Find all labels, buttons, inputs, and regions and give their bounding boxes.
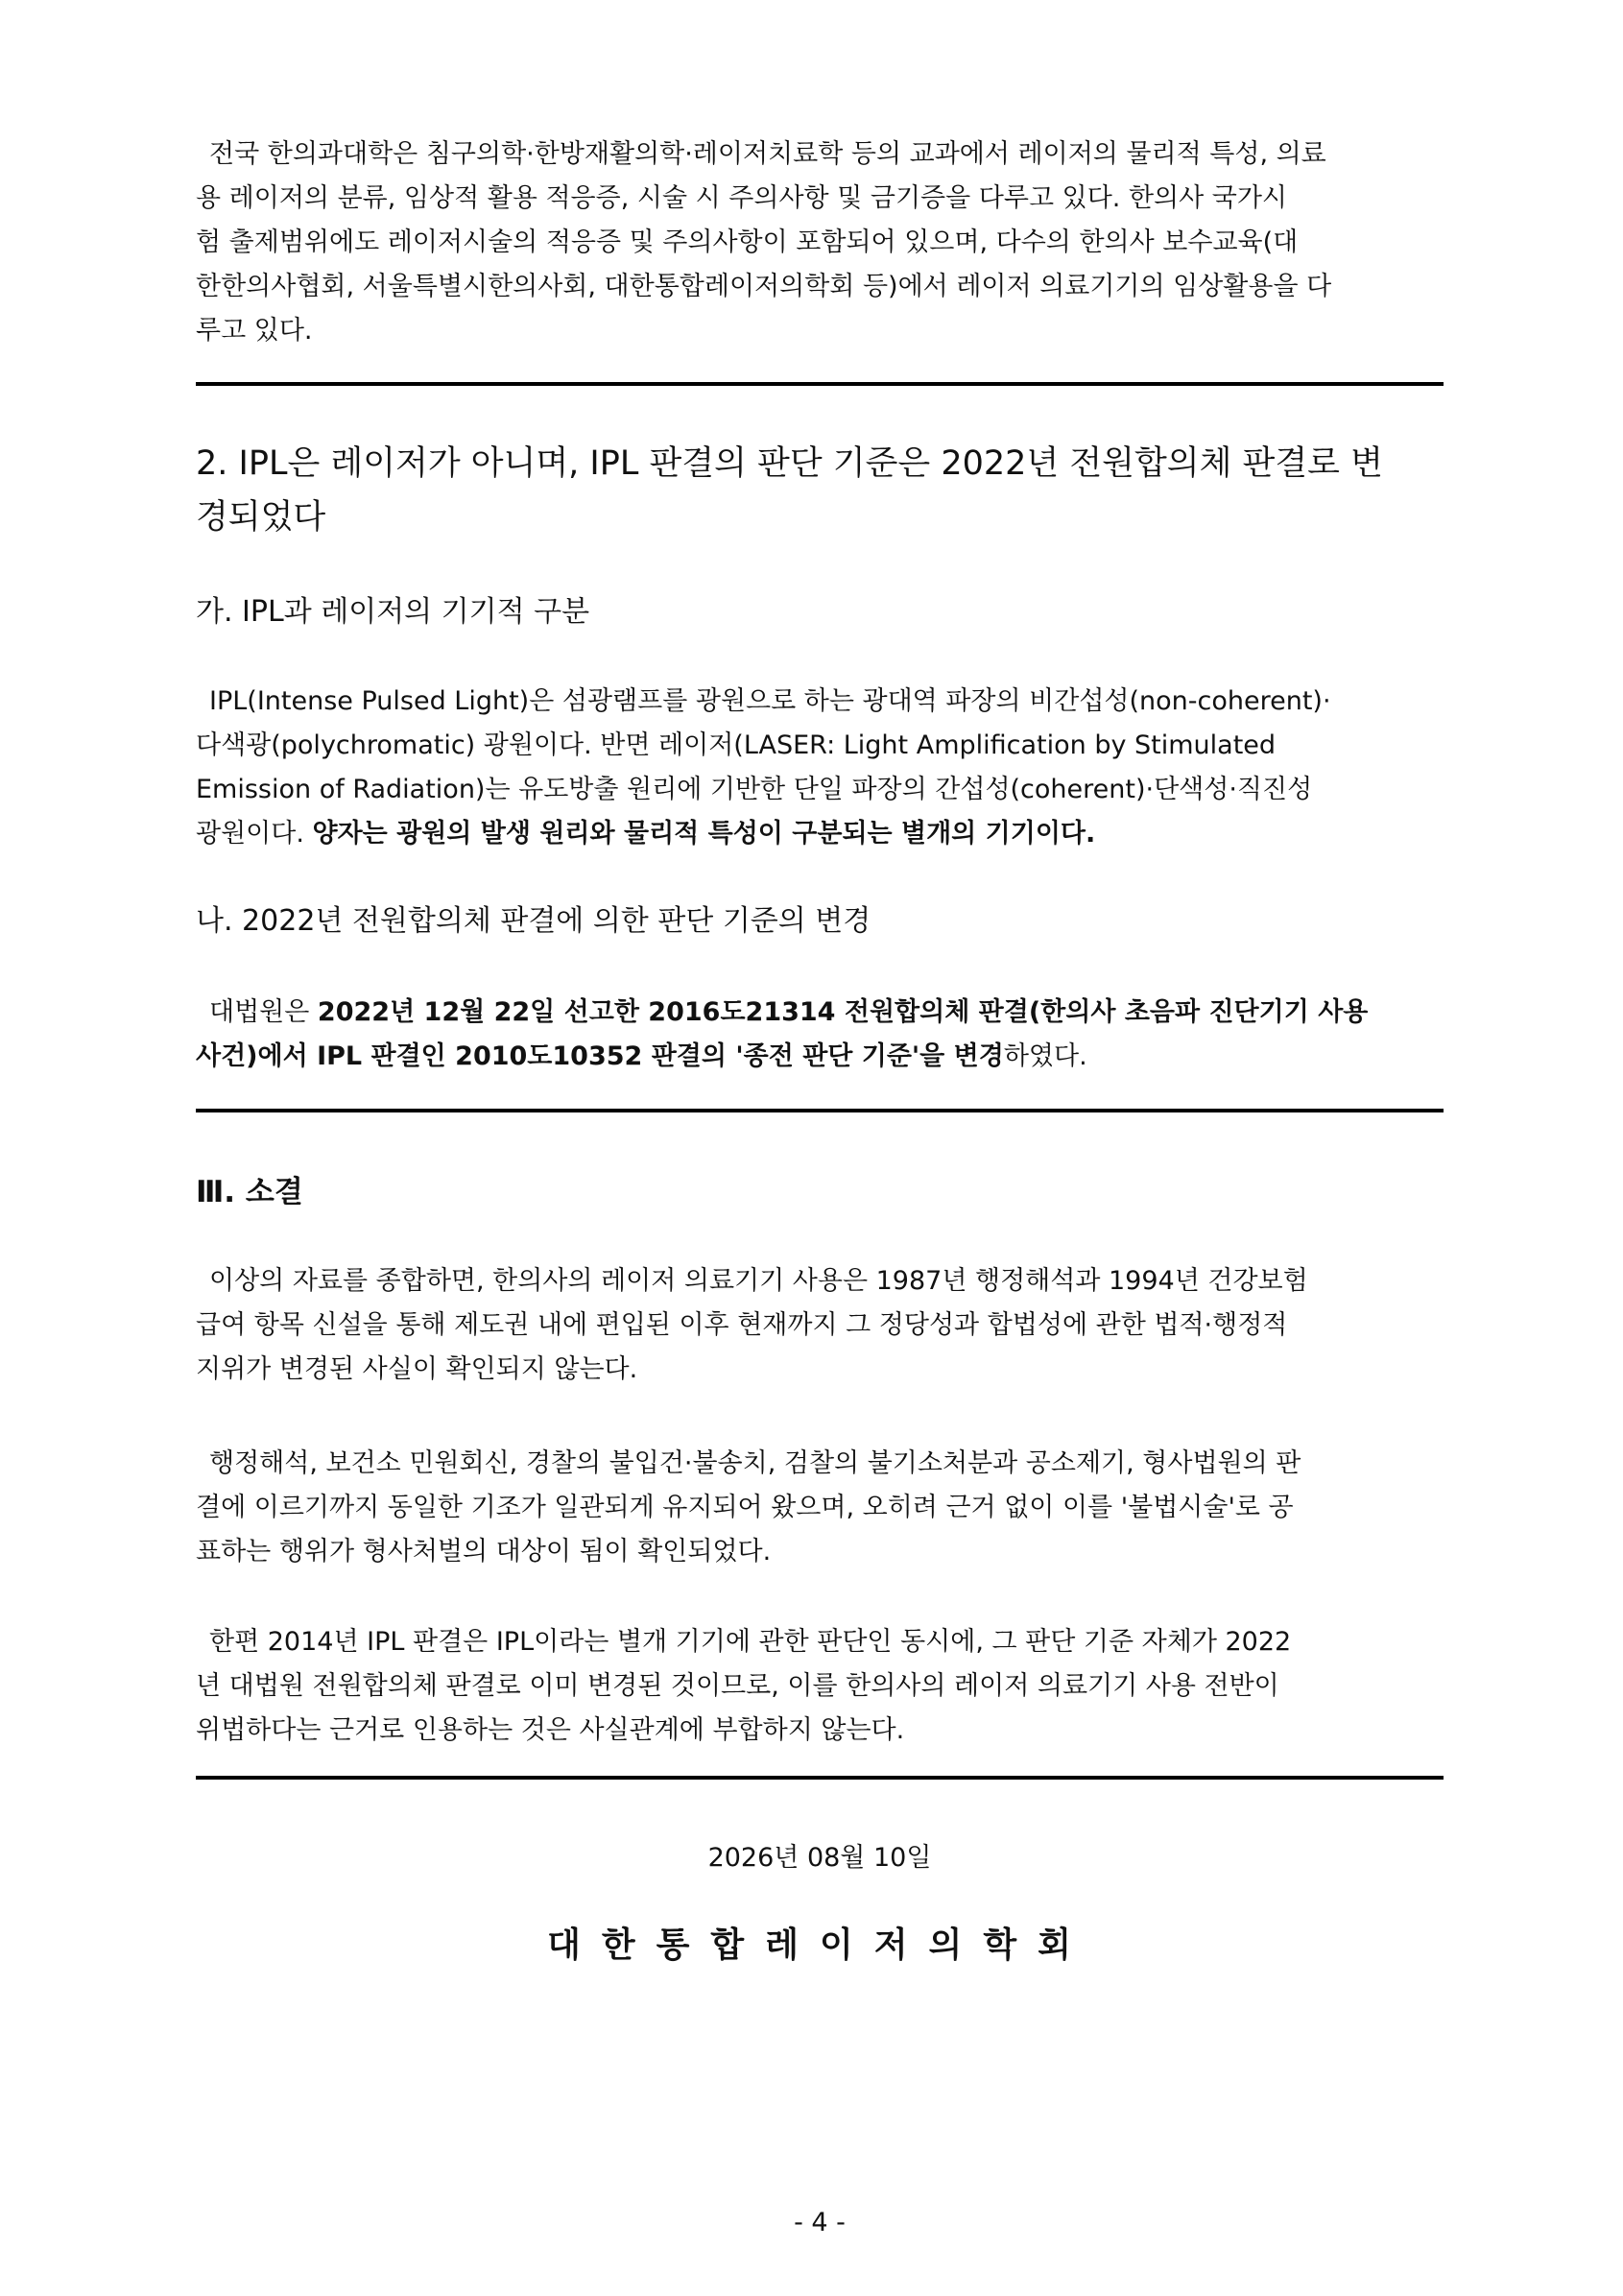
emphasis-text: 사건)에서 IPL 판결인 2010도10352 판결의 '종전 판단 기준'을 변경	[196, 1041, 1004, 1071]
subsection-b-paragraph	[196, 991, 1444, 1079]
subsection-a-paragraph	[196, 680, 1444, 856]
paragraph-line: 년 대법원 전원합의체 판결로 이미 변경된 것이므로, 이를 한의사의 레이저 의료기기 사용 전반이	[196, 1671, 1279, 1701]
paragraph-line: 급여 항목 신설을 통해 제도권 내에 편입된 이후 현재까지 그 정당성과 합법성에 관한 법적·행정적	[196, 1310, 1288, 1340]
organization-name: 대한통합레이저의학회	[547, 1925, 1092, 1965]
paragraph-line: 사건)에서 IPL 판결인 2010도10352 판결의 '종전 판단 기준'을 변경하였다.	[196, 1041, 1087, 1071]
paragraph-line: 표하는 행위가 형사처벌의 대상이 됨이 확인되었다.	[196, 1537, 772, 1567]
paragraph-line: 한편 2014년 IPL 판결은 IPL이라는 별개 기기에 관한 판단인 동시에, 그 판단 기준 자체가 2022	[209, 1627, 1292, 1657]
intro-line: 한한의사협회, 서울특별시한의사회, 대한통합레이저의학회 등)에서 레이저 의료기기의 임상활용을 다	[196, 272, 1332, 301]
section-divider	[196, 1109, 1444, 1112]
section-divider	[196, 382, 1444, 386]
document-page	[196, 0, 1444, 2296]
subsection-b-heading: 나. 2022년 전원합의체 판결에 의한 판단 기준의 변경	[196, 904, 871, 938]
section-2-title: 2. IPL은 레이저가 아니며, IPL 판결의 판단 기준은 2022년 전원합의체 판결로 변 경되었다	[196, 444, 1383, 537]
paragraph-line: 결에 이르기까지 동일한 기조가 일관되게 유지되어 왔으며, 오히려 근거 없이 이를 '불법시술'로 공	[196, 1493, 1294, 1522]
intro-line: 전국 한의과대학은 침구의학·한방재활의학·레이저치료학 등의 교과에서 레이저의 물리적 특성, 의료	[209, 139, 1326, 169]
emphasis-text: 양자는 광원의 발생 원리와 물리적 특성이 구분되는 별개의 기기이다.	[312, 819, 1096, 849]
paragraph-line: 광원이다. 양자는 광원의 발생 원리와 물리적 특성이 구분되는 별개의 기기이다.	[196, 819, 1096, 849]
paragraph-line: 행정해석, 보건소 민원회신, 경찰의 불입건·불송치, 검찰의 불기소처분과 공소제기, 형사법원의 판	[209, 1448, 1301, 1478]
paragraph-line: 이상의 자료를 종합하면, 한의사의 레이저 의료기기 사용은 1987년 행정해석과 1994년 건강보험	[209, 1266, 1308, 1296]
intro-line: 용 레이저의 분류, 임상적 활용 적응증, 시술 시 주의사항 및 금기증을 다루고 있다. 한의사 국가시	[196, 183, 1288, 213]
intro-line: 루고 있다.	[196, 316, 313, 346]
page-number: - 4 -	[794, 2208, 846, 2237]
document-date: 2026년 08월 10일	[707, 1843, 932, 1873]
conclusion-paragraph-2	[196, 1442, 1444, 1574]
section-3-heading: Ⅲ. 소결	[196, 1175, 303, 1209]
section-divider	[196, 1776, 1444, 1780]
paragraph-line: Emission of Radiation)는 유도방출 원리에 기반한 단일 파장의 간섭성(coherent)·단색성·직진성	[196, 775, 1313, 804]
intro-paragraph	[196, 132, 1457, 353]
paragraph-line: IPL(Intense Pulsed Light)은 섬광램프를 광원으로 하는 광대역 파장의 비간섭성(non-coherent)·	[209, 686, 1331, 716]
conclusion-paragraph-3	[196, 1620, 1444, 1753]
intro-line: 험 출제범위에도 레이저시술의 적응증 및 주의사항이 포함되어 있으며, 다수의 한의사 보수교육(대	[196, 227, 1299, 257]
paragraph-line: 다색광(polychromatic) 광원이다. 반면 레이저(LASER: Light Amplification by Stimulated	[196, 730, 1277, 760]
conclusion-paragraph-1	[196, 1259, 1444, 1392]
paragraph-line: 지위가 변경된 사실이 확인되지 않는다.	[196, 1354, 638, 1384]
emphasis-text: 2022년 12월 22일 선고한 2016도21314 전원합의체 판결(한의사 초음파 진단기기 사용	[317, 997, 1369, 1027]
paragraph-line: 위법하다는 근거로 인용하는 것은 사실관계에 부합하지 않는다.	[196, 1715, 905, 1745]
paragraph-line: 대법원은 2022년 12월 22일 선고한 2016도21314 전원합의체 판결(한의사 초음파 진단기기 사용	[209, 997, 1369, 1027]
subsection-a-heading: 가. IPL과 레이저의 기기적 구분	[196, 595, 590, 629]
